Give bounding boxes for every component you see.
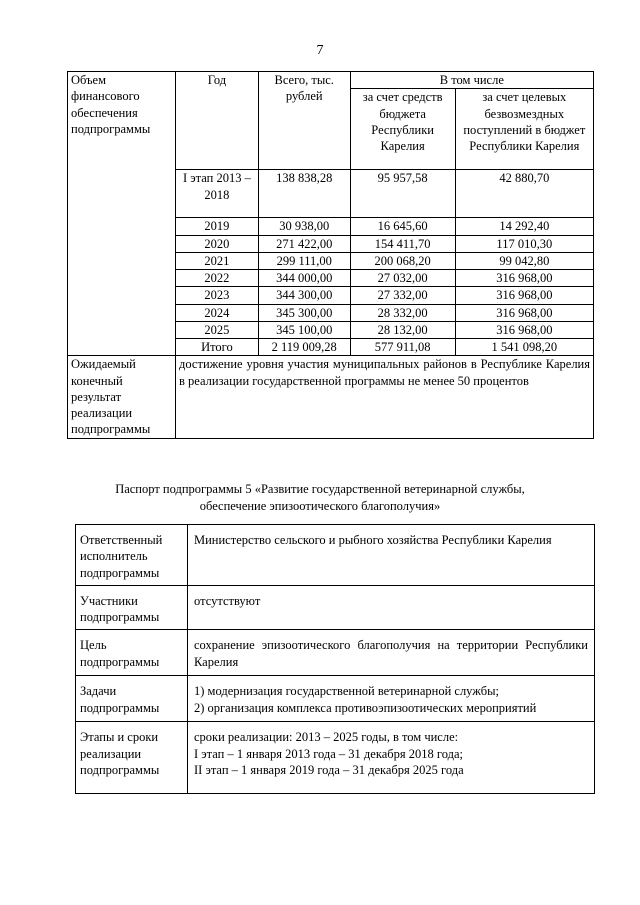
passport-row (76, 722, 595, 794)
target-cell: 316 968,00 (455, 304, 593, 321)
total-cell: 345 100,00 (258, 321, 350, 338)
target-header: за счет целевых безвозмездных поступлений в бюджет Республики Карелия (455, 89, 593, 170)
target-cell: 42 880,70 (455, 170, 593, 218)
year-cell: Итого (176, 339, 259, 356)
target-cell: 1 541 098,20 (455, 339, 593, 356)
passport-row (76, 585, 595, 630)
passport-value (188, 630, 595, 676)
year-cell: 2020 (176, 235, 259, 252)
passport-label: Цель подпрограммы (76, 630, 188, 676)
target-cell: 316 968,00 (455, 321, 593, 338)
passport-line: I этап – 1 января 2013 года – 31 декабря 2018 года; (194, 746, 463, 761)
passport-value (188, 525, 595, 586)
caption-line: обеспечение эпизоотического благополучия» (199, 498, 441, 513)
budget-cell: 200 068,20 (350, 252, 455, 269)
target-cell: 14 292,40 (455, 218, 593, 235)
year-cell: I этап 2013 – 2018 (176, 170, 259, 218)
total-cell: 345 300,00 (258, 304, 350, 321)
passport-line: сохранение эпизоотического благополучия на территории Республики Карелия (194, 638, 588, 669)
caption-line: Паспорт подпрограммы 5 «Развитие государственной ветеринарной службы, (115, 482, 525, 496)
passport-line: 2) организация комплекса противоэпизоотических мероприятий (194, 700, 537, 715)
finance-header-row (68, 72, 594, 89)
subprogram-caption (0, 481, 640, 515)
passport-label: Задачи подпрограммы (76, 676, 188, 722)
page-number: 7 (316, 43, 324, 58)
passport-label: Этапы и сроки реализации подпрограммы (76, 722, 188, 794)
including-header: В том числе (350, 72, 593, 89)
result-label: Ожидаемый конечный результат реализации подпрограммы (68, 356, 176, 438)
passport-value (188, 676, 595, 722)
target-cell: 316 968,00 (455, 270, 593, 287)
budget-cell: 16 645,60 (350, 218, 455, 235)
total-cell: 344 000,00 (258, 270, 350, 287)
passport-value (188, 585, 595, 630)
year-cell: 2025 (176, 321, 259, 338)
passport-line: отсутствуют (194, 593, 261, 608)
budget-cell: 28 132,00 (350, 321, 455, 338)
result-text: достижение уровня участия муниципальных районов в Республике Карелия в реализации государственной программы не менее 50 процентов (176, 356, 594, 438)
budget-cell: 27 032,00 (350, 270, 455, 287)
budget-header: за счет средств бюджета Республики Карелия (350, 89, 455, 170)
year-cell: 2021 (176, 252, 259, 269)
passport-line: 1) модернизация государственной ветеринарной службы; (194, 684, 499, 699)
year-cell: 2019 (176, 218, 259, 235)
target-cell: 99 042,80 (455, 252, 593, 269)
budget-cell: 27 332,00 (350, 287, 455, 304)
passport-table (75, 524, 595, 794)
passport-line: Министерство сельского и рыбного хозяйства Республики Карелия (194, 533, 552, 547)
year-cell: 2022 (176, 270, 259, 287)
total-cell: 138 838,28 (258, 170, 350, 218)
budget-cell: 95 957,58 (350, 170, 455, 218)
budget-cell: 28 332,00 (350, 304, 455, 321)
year-cell: 2023 (176, 287, 259, 304)
finance-label-cell: Объем финансового обеспечения подпрограммы (68, 72, 176, 356)
budget-cell: 577 911,08 (350, 339, 455, 356)
target-cell: 117 010,30 (455, 235, 593, 252)
budget-cell: 154 411,70 (350, 235, 455, 252)
passport-line: II этап – 1 января 2019 года – 31 декабря 2025 года (194, 762, 464, 777)
total-cell: 299 111,00 (258, 252, 350, 269)
passport-label: Участники подпрограммы (76, 585, 188, 630)
total-cell: 2 119 009,28 (258, 339, 350, 356)
passport-row (76, 676, 595, 722)
total-header: Всего, тыс. рублей (258, 72, 350, 170)
result-row (68, 356, 594, 438)
passport-row (76, 525, 595, 586)
total-cell: 344 300,00 (258, 287, 350, 304)
year-header: Год (176, 72, 259, 170)
passport-value (188, 722, 595, 794)
total-cell: 30 938,00 (258, 218, 350, 235)
passport-label: Ответственный исполнитель подпрограммы (76, 525, 188, 586)
total-cell: 271 422,00 (258, 235, 350, 252)
passport-row (76, 630, 595, 676)
finance-table (67, 71, 594, 439)
passport-line: сроки реализации: 2013 – 2025 годы, в том числе: (194, 730, 459, 745)
year-cell: 2024 (176, 304, 259, 321)
target-cell: 316 968,00 (455, 287, 593, 304)
